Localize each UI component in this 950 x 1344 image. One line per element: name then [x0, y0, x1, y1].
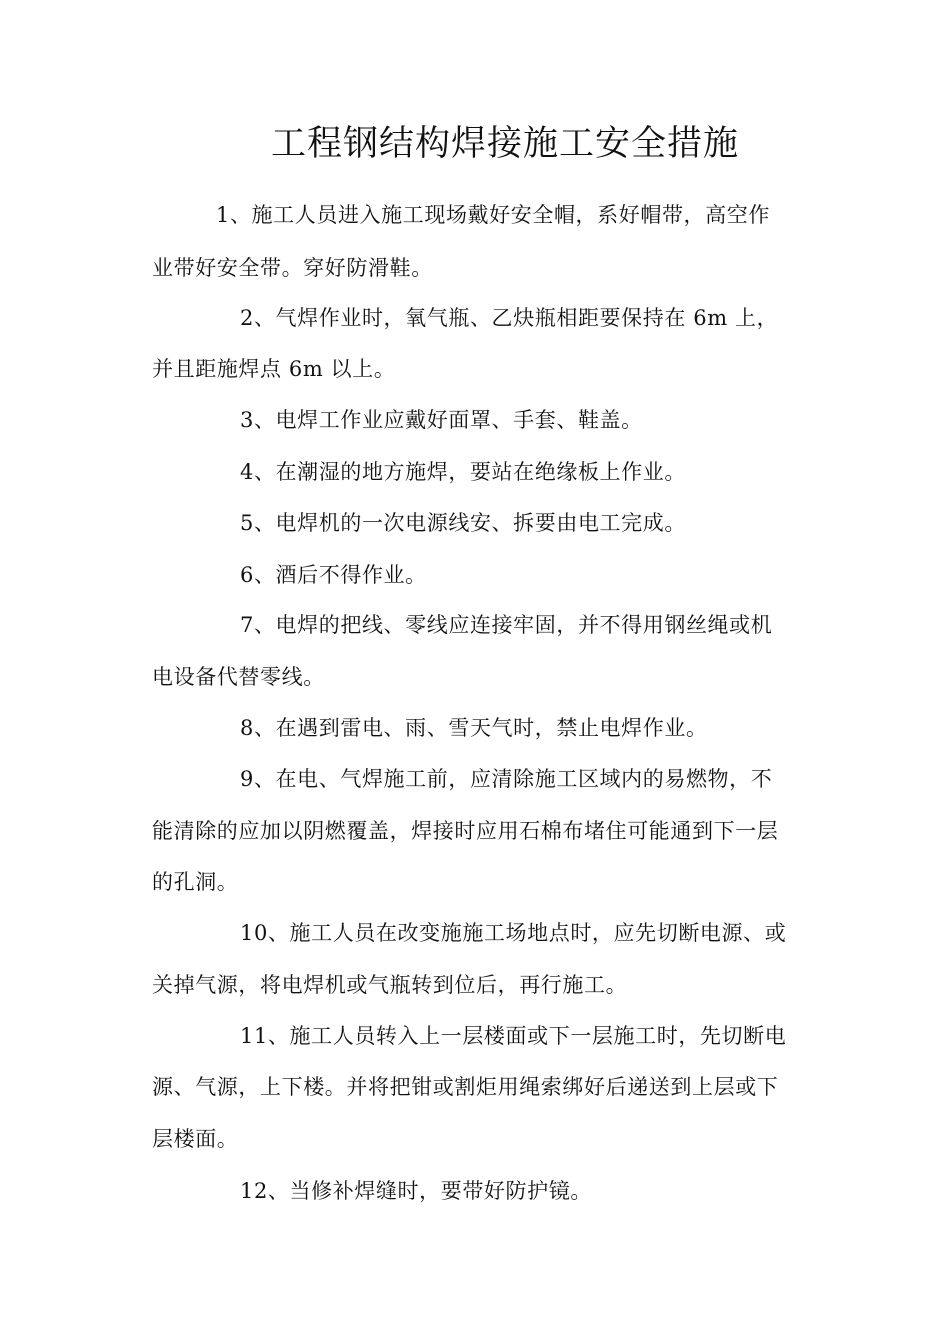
paragraph-line: 层楼面。	[152, 1127, 239, 1151]
paragraph-line: 6、酒后不得作业。	[240, 563, 427, 587]
paragraph-line: 8、在遇到雷电、雨、雪天气时，禁止电焊作业。	[240, 716, 708, 740]
paragraph-line: 的孔洞。	[152, 870, 239, 894]
paragraph-line: 2、气焊作业时，氧气瓶、乙炔瓶相距要保持在 6m 上，	[240, 306, 779, 330]
paragraph-line: 9、在电、气焊施工前，应清除施工区域内的易燃物，不	[240, 767, 773, 791]
paragraph-line: 业带好安全带。穿好防滑鞋。	[152, 256, 433, 280]
document-title: 工程钢结构焊接施工安全措施	[270, 124, 739, 164]
paragraph-line: 11、施工人员转入上一层楼面或下一层施工时，先切断电	[240, 1024, 787, 1048]
paragraph-line: 并且距施焊点 6m 以上。	[152, 357, 396, 381]
paragraph-line: 电设备代替零线。	[152, 665, 325, 689]
paragraph-line: 10、施工人员在改变施施工场地点时，应先切断电源、或	[240, 921, 787, 945]
paragraph-line: 12、当修补焊缝时，要带好防护镜。	[240, 1179, 592, 1203]
paragraph-line: 源、气源，上下楼。并将把钳或割炬用绳索绑好后递送到上层或下	[152, 1075, 779, 1099]
paragraph-line: 1、施工人员进入施工现场戴好安全帽，系好帽带，高空作	[216, 203, 770, 227]
paragraph-line: 5、电焊机的一次电源线安、拆要由电工完成。	[240, 511, 686, 535]
paragraph-line: 能清除的应加以阴燃覆盖，焊接时应用石棉布堵住可能通到下一层	[152, 819, 779, 843]
paragraph-line: 4、在潮湿的地方施焊，要站在绝缘板上作业。	[240, 460, 686, 484]
paragraph-line: 关掉气源，将电焊机或气瓶转到位后，再行施工。	[152, 973, 628, 997]
paragraph-line: 7、电焊的把线、零线应连接牢固，并不得用钢丝绳或机	[240, 613, 773, 637]
paragraph-line: 3、电焊工作业应戴好面罩、手套、鞋盖。	[240, 408, 643, 432]
